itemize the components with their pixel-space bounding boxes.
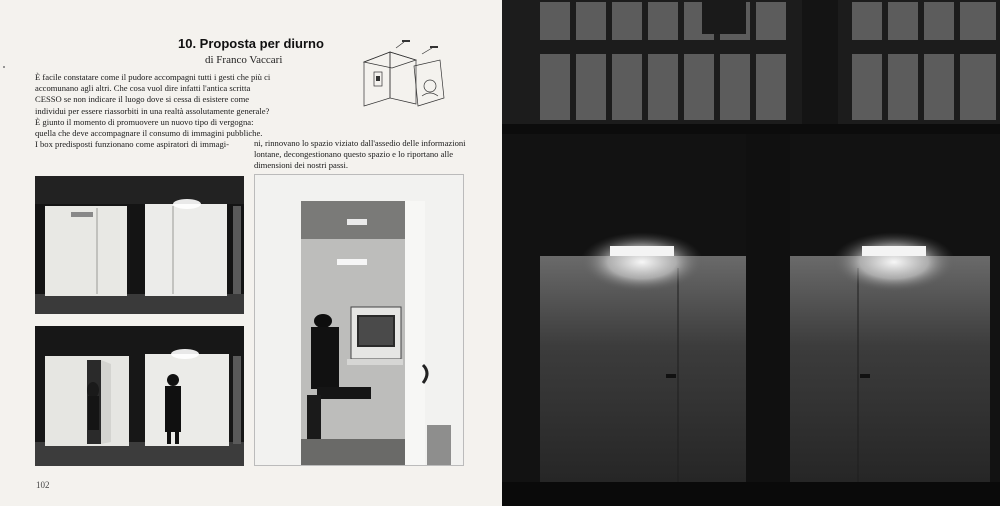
article-title: 10. Proposta per diurno: [178, 36, 324, 51]
page-number: 102: [36, 480, 50, 490]
article-body: [35, 72, 273, 150]
paragraph-continued: ni, rinnovano lo spazio viziato dall'assedio delle informazioni lontane, decongestionano questo spazio e lo riportano alle dimensioni dei nostri passi.: [254, 138, 466, 171]
right-page-photo: [502, 0, 1000, 506]
box-sketch-illustration: [356, 40, 452, 116]
paragraph-2: È giunto il momento di promuovere un nuovo tipo di vergogna: quella che deve accompagnare il consumo di immagini pubbliche.: [35, 116, 263, 139]
article-body-column-2: [254, 138, 468, 172]
night-booths-photo: [502, 0, 1000, 506]
paragraph-3: I box predisposti funzionano come aspiratori di immagi-: [35, 139, 230, 150]
photo-people-entering-booths: [35, 326, 244, 466]
article-author: di Franco Vaccari: [205, 54, 283, 66]
photo-man-watching-tv: [254, 174, 464, 466]
photo-two-closed-booths: [35, 176, 244, 314]
paragraph-1: È facile constatare come il pudore accompagni tutti i gesti che più ci accomunano agli altri. Che cosa vuol dire infatti l'antica scritta CESSO se non indicare il luogo dove si cessa di esistere come individui per essere riassorbiti in una realtà assolutamente generale?: [35, 72, 271, 116]
page-speck: [3, 66, 5, 68]
